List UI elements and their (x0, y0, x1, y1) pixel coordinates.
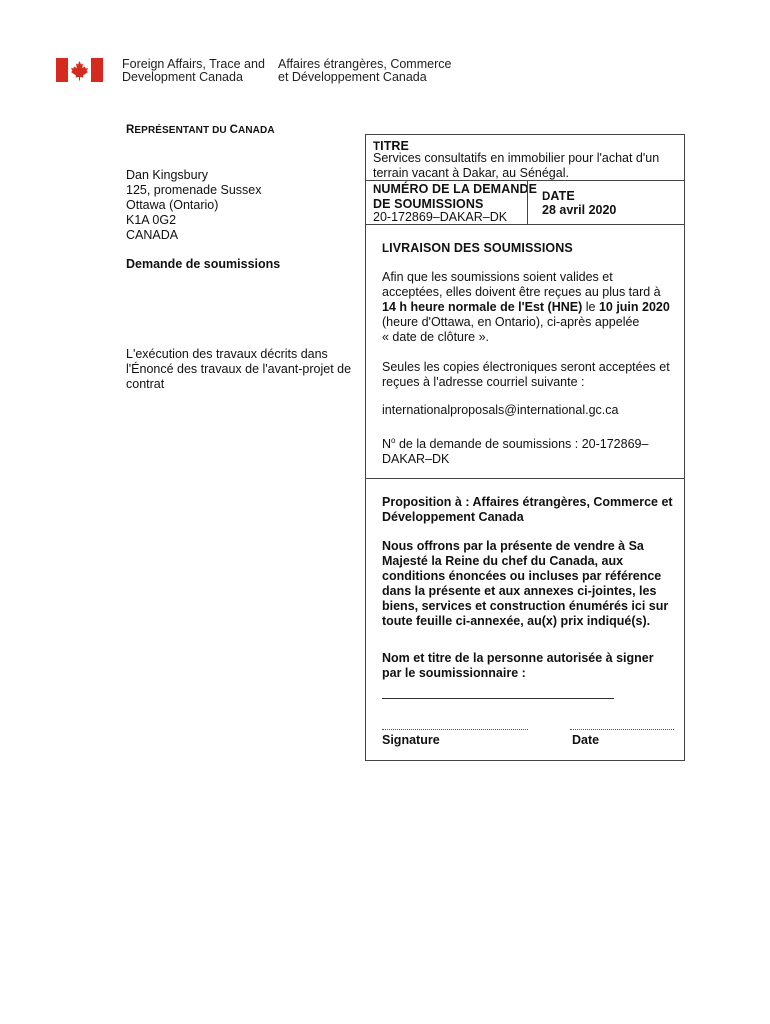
proposal-to: Proposition à : Affaires étrangères, Commerce et Développement Canada (382, 495, 673, 524)
submission-box (365, 134, 685, 761)
date-value: 28 avril 2020 (542, 203, 617, 217)
delivery-deadline-paragraph: Afin que les soumissions soient valides et acceptées, elles doivent être reçues au plus tard à 14 h heure normale de l'Est (HNE) le 10 juin 2020 (heure d'Ottawa, en Ontario), ci-après appelée « date de clôture ». (382, 270, 670, 344)
department-name-fr: Affaires étrangères, Commerce et Développement Canada (278, 57, 452, 84)
representative-address (126, 168, 262, 243)
address-line: 125, promenade Sussex (126, 183, 262, 197)
title-text: Services consultatifs en immobilier pour l'achat d'un terrain vacant à Dakar, au Sénégal. (373, 151, 660, 180)
date-line[interactable] (570, 729, 674, 730)
canada-flag-icon (56, 58, 103, 82)
request-number-value: 20-172869–DAKAR–DK (373, 210, 508, 224)
title-label: TITRE (373, 139, 409, 153)
department-name-en: Foreign Affairs, Trace and Development Canada (122, 57, 265, 84)
signature-line[interactable] (382, 729, 528, 730)
address-line: Ottawa (Ontario) (126, 198, 219, 212)
delivery-heading: LIVRAISON DES SOUMISSIONS (382, 241, 573, 255)
request-heading: Demande de soumissions (126, 257, 281, 271)
request-number-label: NUMÉRO DE LA DEMANDE DE SOUMISSIONS (373, 182, 538, 211)
address-line: Dan Kingsbury (126, 168, 208, 182)
work-description: L'exécution des travaux décrits dans l'Énoncé des travaux de l'avant-projet de contrat (126, 347, 352, 391)
offer-statement: Nous offrons par la présente de vendre à Sa Majesté la Reine du chef du Canada, aux conditions énoncées ou incluses par référence dans la présente et aux annexes ci-jointes, les biens, services et construction énumérés ici sur toute feuille ci-annexée, au(x) prix indiqué(s). (382, 539, 669, 628)
representative-heading: REPRÉSENTANT DU CANADA (126, 124, 275, 136)
delivery-electronic-paragraph: Seules les copies électroniques seront acceptées et reçues à l'adresse courriel suivante : (382, 360, 670, 389)
authorized-person-label: Nom et titre de la personne autorisée à signer par le soumissionnaire : (382, 651, 654, 680)
submission-email: internationalproposals@international.gc.ca (382, 403, 619, 417)
address-line: CANADA (126, 228, 179, 242)
address-line: K1A 0G2 (126, 213, 177, 227)
date-signature-label: Date (572, 733, 600, 747)
request-number-reference: $N^o$ de la demande de soumissions : 20-172869– DAKAR–DK (382, 436, 649, 467)
signature-label: Signature (382, 733, 440, 747)
authorized-name-line[interactable] (382, 698, 614, 699)
date-label: DATE (542, 189, 575, 203)
